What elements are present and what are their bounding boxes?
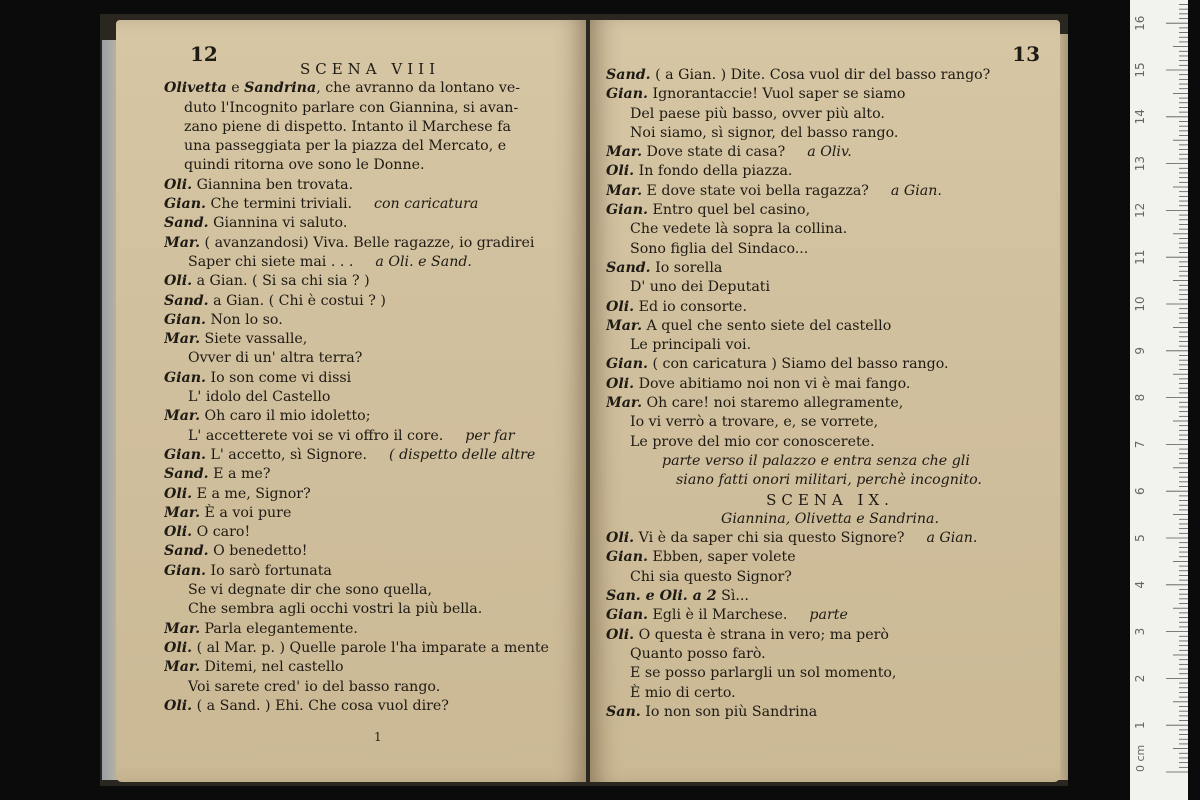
text-line <box>606 162 1054 181</box>
line-text: a Gian. ( Si sa chi sia ? ) <box>192 273 370 290</box>
speaker-name: Oli. <box>164 639 193 656</box>
ruler-number: 10 <box>1133 296 1147 312</box>
text-line <box>606 124 1054 143</box>
text-line <box>164 195 576 214</box>
speaker-name: Sand. <box>606 67 651 83</box>
right-page <box>590 20 1060 782</box>
speaker-name: Mar. <box>606 182 643 199</box>
line-text: zano piene di dispetto. Intanto il Marchese fa <box>184 118 511 135</box>
ruler-number: 11 <box>1133 249 1147 265</box>
ruler-number: 2 <box>1133 674 1147 683</box>
line-text: È a voi pure <box>200 504 292 521</box>
text-line <box>164 427 576 446</box>
text-line <box>164 214 576 233</box>
left-page <box>116 20 586 782</box>
ruler-number: 5 <box>1133 534 1147 542</box>
text-line <box>606 201 1054 220</box>
text-line <box>606 182 1054 201</box>
text-line <box>164 349 576 368</box>
text-line <box>164 234 576 253</box>
text-line <box>164 678 576 697</box>
line-text: Chi sia questo Signor? <box>630 568 792 585</box>
speaker-name: Gian. <box>606 607 648 624</box>
speaker-name: Gian. <box>606 356 648 373</box>
right-page-number: 13 <box>1012 42 1040 66</box>
speaker-name: Mar. <box>164 659 201 676</box>
scene-heading <box>164 60 576 79</box>
speaker-name: Oli. <box>164 176 193 193</box>
stage-direction: a Oliv. <box>807 144 852 161</box>
ruler-number: 6 <box>1133 487 1147 496</box>
speaker-name: Mar. <box>164 408 201 425</box>
line-text: ( al Mar. p. ) Quelle parole l'ha imparate a mente <box>192 639 549 656</box>
line-text: A quel che sento siete del castello <box>642 317 892 334</box>
ruler-number: 16 <box>1133 15 1147 31</box>
line-text: Saper chi siete mai . . . <box>188 253 354 270</box>
line-text: E dove state voi bella ragazza? <box>642 182 869 199</box>
speaker-name: Oli. <box>164 485 193 502</box>
text-line <box>164 253 576 272</box>
speaker-name: Oli. <box>606 375 635 392</box>
speaker-name: Mar. <box>164 234 201 251</box>
line-text: Sì... <box>716 588 749 605</box>
text-line <box>164 581 576 600</box>
line-text: ( avanzandosi) Viva. Belle ragazze, io gradirei <box>200 234 535 251</box>
scene-heading <box>606 491 1054 510</box>
speaker-name: Gian. <box>606 86 648 103</box>
stage-direction: parte <box>809 607 848 624</box>
line-text: L' idolo del Castello <box>188 389 331 406</box>
speaker-name: Mar. <box>164 331 201 348</box>
text-line <box>164 369 576 388</box>
text-line <box>606 317 1054 336</box>
speaker-name: Sand. <box>164 292 209 309</box>
line-text: In fondo della piazza. <box>634 163 793 180</box>
line-text: D' uno dei Deputati <box>630 279 771 296</box>
line-text: Quanto posso farò. <box>630 645 766 662</box>
line-text: Le prove del mio cor conoscerete. <box>630 433 875 450</box>
text-line <box>606 606 1054 625</box>
line-text: Io non son più Sandrina <box>640 703 818 720</box>
text-line <box>606 626 1054 645</box>
stage-direction-line <box>606 471 1054 490</box>
speaker-name: Mar. <box>164 620 201 637</box>
line-text: ( a Gian. ) Dite. Cosa vuol dir del basso rango? <box>650 67 991 83</box>
line-text: Sono figlia del Sindaco... <box>630 240 809 257</box>
line-text: Che vedete là sopra la collina. <box>630 221 848 238</box>
line-text: Ditemi, nel castello <box>200 659 344 676</box>
line-text: Le principali voi. <box>630 337 752 354</box>
line-text: Io sorella <box>650 259 723 276</box>
text-line <box>164 465 576 484</box>
speaker-name: Gian. <box>606 202 648 219</box>
line-text: Io sarò fortunata <box>205 562 332 579</box>
left-page-text <box>164 60 576 716</box>
speaker-name: Gian. <box>164 196 206 213</box>
text-line <box>164 292 576 311</box>
ruler-number: 1 <box>1133 721 1147 730</box>
text-line <box>606 548 1054 567</box>
line-text: Entro quel bel casino, <box>647 202 811 219</box>
ruler-unit-label: 0 cm <box>1134 744 1147 772</box>
text-line <box>164 639 576 658</box>
line-text: Ignorantaccie! Vuol saper se siamo <box>647 86 906 103</box>
speaker-name: Sand. <box>164 543 209 560</box>
text-line <box>606 278 1054 297</box>
ruler-number: 4 <box>1133 580 1147 589</box>
line-text: L' accetto, sì Signore. <box>205 446 368 463</box>
stage-direction: per far <box>465 427 515 444</box>
line-text: quindi ritorna ove sono le Donne. <box>184 157 425 174</box>
line-text: E a me, Signor? <box>192 485 311 502</box>
ruler-number: 14 <box>1133 109 1147 125</box>
line-text: L' accetterete voi se vi offro il core. <box>188 427 444 444</box>
text-line <box>606 105 1054 124</box>
text-line <box>164 600 576 619</box>
stage-direction: a Oli. e Sand. <box>375 253 472 270</box>
text-line <box>164 446 576 465</box>
left-page-bottom-mark: 1 <box>374 730 382 744</box>
text-line <box>164 697 576 716</box>
line-text: Dove abitiamo noi non vi è mai fango. <box>634 375 911 392</box>
text-line <box>606 568 1054 587</box>
text-line <box>606 240 1054 259</box>
scene-characters <box>606 510 1054 529</box>
stage-direction: con caricatura <box>374 196 479 213</box>
text-line <box>606 85 1054 104</box>
line-text: Noi siamo, sì signor, del basso rango. <box>630 124 899 141</box>
text-line <box>606 66 1054 85</box>
text-line <box>606 259 1054 278</box>
speaker-name: Gian. <box>164 562 206 579</box>
line-text: una passeggiata per la piazza del Mercato, e <box>184 138 507 155</box>
speaker-name: Oli. <box>164 524 193 541</box>
ruler-number: 9 <box>1133 346 1147 355</box>
speaker-name: Olivetta <box>164 80 227 97</box>
speaker-name: San. e Oli. a 2 <box>606 588 717 605</box>
line-text: E a me? <box>208 466 271 483</box>
text-line <box>606 375 1054 394</box>
line-text: Giannina ben trovata. <box>192 176 354 193</box>
ruler-number: 8 <box>1133 393 1147 402</box>
speaker-name: Gian. <box>164 369 206 386</box>
line-text: E se posso parlargli un sol momento, <box>630 665 897 682</box>
text-line <box>164 99 576 118</box>
text-line <box>164 658 576 677</box>
speaker-name: Oli. <box>606 530 635 547</box>
line-text: Oh caro il mio idoletto; <box>200 408 371 425</box>
line-text: O benedetto! <box>208 543 308 560</box>
right-page-text <box>606 66 1054 722</box>
text-line <box>606 684 1054 703</box>
line-text: Io son come vi dissi <box>205 369 352 386</box>
line-text: a Gian. ( Chi è costui ? ) <box>208 292 386 309</box>
text-line <box>164 407 576 426</box>
line-text: Parla elegantemente. <box>200 620 358 637</box>
speaker-name: Sand. <box>606 259 651 276</box>
text-line <box>164 542 576 561</box>
speaker-name: Gian. <box>606 549 648 566</box>
line-text: Se vi degnate dir che sono quella, <box>188 582 433 599</box>
line-text: O caro! <box>192 524 251 541</box>
speaker-name: Oli. <box>164 697 193 714</box>
text-line <box>164 311 576 330</box>
line-text: ( a Sand. ) Ehi. Che cosa vuol dire? <box>192 697 449 714</box>
text-line <box>606 143 1054 162</box>
line-text: parte verso il palazzo e entra senza che gli <box>662 452 970 469</box>
line-text: Siete vassalle, <box>200 331 308 348</box>
speaker-name: Gian. <box>164 446 206 463</box>
line-text: Vi è da saper chi sia questo Signore? <box>634 530 905 547</box>
line-text: Dove state di casa? <box>642 144 786 161</box>
line-text: SCENA IX. <box>766 490 894 509</box>
text-line <box>164 156 576 175</box>
line-text: Che sembra agli occhi vostri la più bella. <box>188 601 483 618</box>
text-line <box>164 330 576 349</box>
line-text: Io vi verrò a trovare, e, se vorrete, <box>630 414 879 431</box>
speaker-name: Oli. <box>606 298 635 315</box>
open-book <box>100 14 1068 786</box>
text-line <box>164 620 576 639</box>
text-line <box>164 388 576 407</box>
text-line <box>164 562 576 581</box>
line-text: SCENA VIII <box>299 60 441 78</box>
speaker-name: Mar. <box>164 504 201 521</box>
text-line <box>606 433 1054 452</box>
text-line <box>164 137 576 156</box>
speaker-name: Oli. <box>164 273 193 290</box>
ruler-number: 12 <box>1133 202 1147 219</box>
text-line <box>164 504 576 523</box>
line-text: Ovver di un' altra terra? <box>188 350 363 367</box>
text-line <box>606 298 1054 317</box>
stage-direction: a Gian. <box>926 530 978 547</box>
text-line <box>606 336 1054 355</box>
text-line <box>606 703 1054 722</box>
line-text: Giannina, Olivetta e Sandrina. <box>721 510 939 527</box>
line-text: duto l'Incognito parlare con Giannina, si avan- <box>184 99 519 116</box>
line-text: O questa è strana in vero; ma però <box>634 626 889 643</box>
line-text: Ed io consorte. <box>634 298 747 315</box>
text-line <box>164 79 576 98</box>
speaker-name: Mar. <box>606 317 643 334</box>
speaker-name: San. <box>606 703 641 720</box>
line-text: Egli è il Marchese. <box>647 607 788 624</box>
ruler-number: 15 <box>1133 62 1147 78</box>
line-text: Oh care! noi staremo allegramente, <box>642 395 904 412</box>
stage-direction-line <box>606 452 1054 471</box>
ruler-scale <box>1130 0 1188 800</box>
text-line <box>164 485 576 504</box>
speaker-name: Gian. <box>164 311 206 328</box>
line-text: Ebben, saper volete <box>647 549 796 566</box>
speaker-name: Sand. <box>164 466 209 483</box>
text-line <box>606 394 1054 413</box>
line-text: siano fatti onori militari, perchè incognito. <box>676 472 982 489</box>
speaker-name: Mar. <box>606 144 643 161</box>
stage-direction: a Gian. <box>890 182 942 199</box>
text-line <box>606 529 1054 548</box>
line-text: Non lo so. <box>205 311 283 328</box>
line-text: , che avranno da lontano ve- <box>316 80 521 97</box>
text-line <box>606 587 1054 606</box>
line-text: Del paese più basso, ovver più alto. <box>630 105 885 122</box>
measurement-ruler <box>1130 0 1188 800</box>
line-text: Che termini triviali. <box>205 196 353 213</box>
line-text: Giannina vi saluto. <box>208 215 348 232</box>
line-text: e <box>226 80 245 97</box>
text-line <box>606 220 1054 239</box>
left-page-number: 12 <box>190 42 218 66</box>
stage-direction: ( dispetto delle altre <box>389 446 536 463</box>
text-line <box>164 272 576 291</box>
speaker-name: Oli. <box>606 163 635 180</box>
ruler-number: 7 <box>1133 440 1147 449</box>
text-line <box>164 176 576 195</box>
text-line <box>606 664 1054 683</box>
ruler-number: 3 <box>1133 627 1147 636</box>
line-text: Voi sarete cred' io del basso rango. <box>188 678 441 695</box>
line-text: ( con caricatura ) Siamo del basso rango. <box>647 356 949 373</box>
text-line <box>164 523 576 542</box>
line-text: È mio di certo. <box>630 684 736 701</box>
text-line <box>606 645 1054 664</box>
speaker-name: Sand. <box>164 215 209 232</box>
speaker-name: Oli. <box>606 626 635 643</box>
speaker-name: Mar. <box>606 395 643 412</box>
text-line <box>164 118 576 137</box>
text-line <box>606 355 1054 374</box>
speaker-name: Sandrina <box>244 80 317 97</box>
text-line <box>606 413 1054 432</box>
ruler-number: 13 <box>1133 155 1147 172</box>
